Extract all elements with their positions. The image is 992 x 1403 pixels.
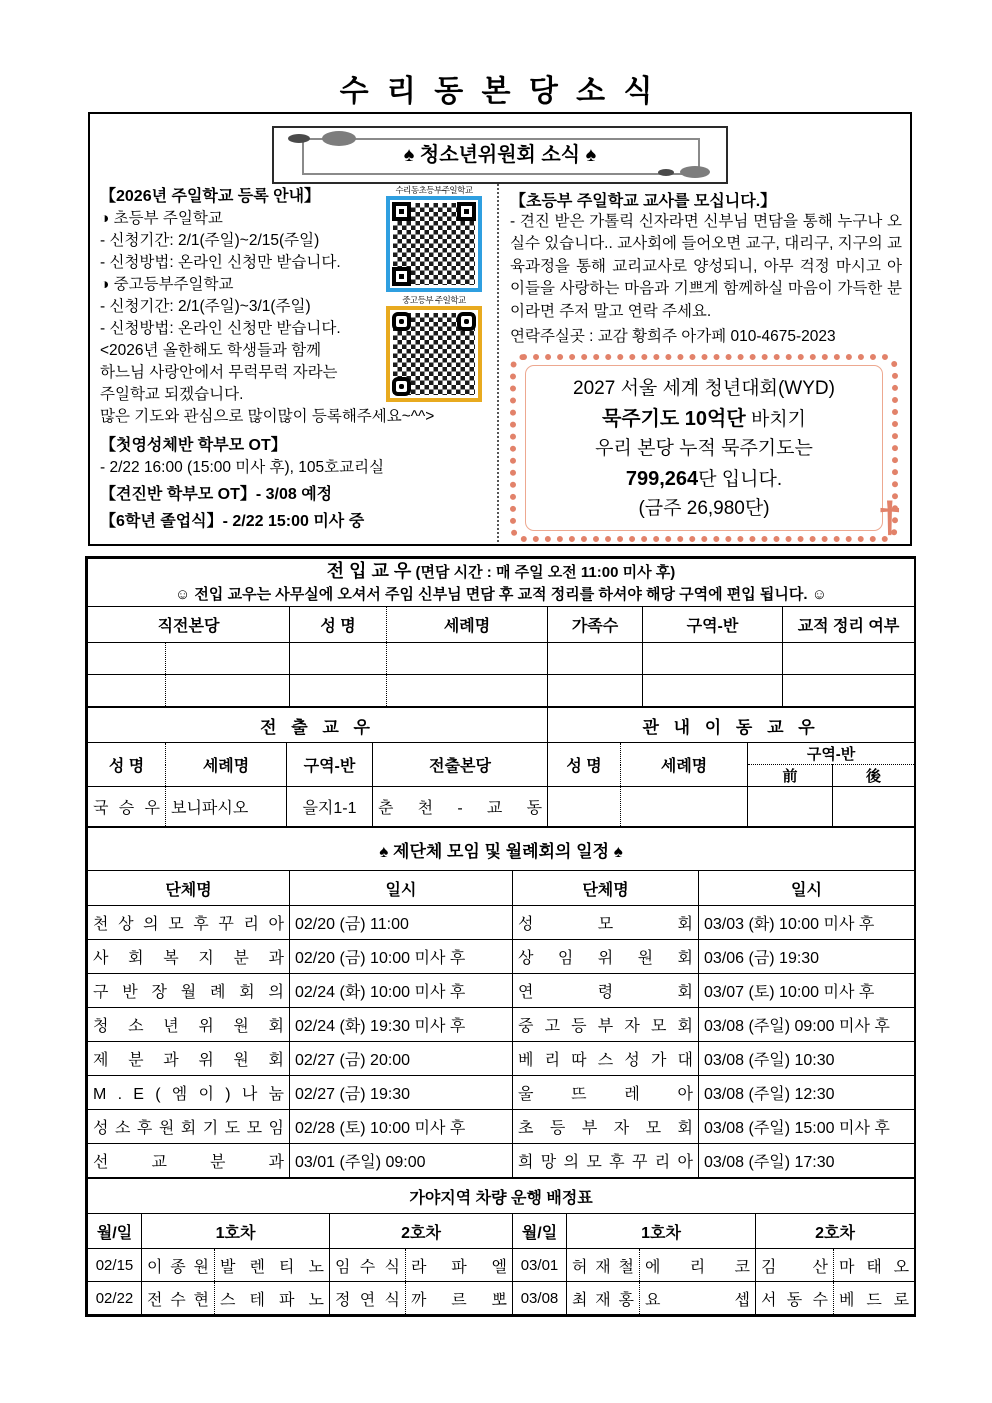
datetime-cell: 03/08 (주일) 10:30 [699, 1042, 915, 1076]
col-header: 구역-반 [643, 607, 783, 643]
zone-cell: 을지1-1 [287, 787, 373, 827]
transfer-out-header-row [88, 743, 915, 765]
schedule-row [88, 940, 915, 974]
transfer-out-table [87, 707, 915, 827]
wyd-rest: 단 입니다. [698, 469, 783, 490]
group-name-cell: 제 분 과 위 원 회 [88, 1042, 290, 1076]
transfer-in-table [87, 558, 915, 707]
group-name-cell: 중 고 등 부 자 모 회 [513, 1008, 699, 1042]
datetime-cell: 03/06 (금) 19:30 [699, 940, 915, 974]
empty-cell [643, 675, 783, 707]
notice-line: 【견진반 학부모 OT】- 3/08 예정 [100, 486, 333, 503]
schedule-row [88, 1076, 915, 1110]
qr-finder-core [464, 209, 469, 214]
notice-line: - 신청방법: 온라인 신청만 받습니다. [100, 320, 341, 337]
wyd-bold: 799,264 [625, 468, 699, 490]
qr-finder-icon [392, 377, 411, 396]
wyd-line [530, 464, 878, 494]
group-name-cell: 청 소 년 위 원 회 [88, 1008, 290, 1042]
youth-committee-section [88, 112, 912, 546]
notice-line: - 신청방법: 온라인 신청만 받습니다. [100, 254, 341, 271]
parish-cell: 춘 천 - 교 동 [373, 787, 548, 827]
transfer-out-title: 전 출 교 우 [88, 708, 548, 743]
driver-name-cell: 이 종 원 [142, 1249, 215, 1282]
crucifix-icon: † [877, 493, 902, 542]
qr-finder-icon [392, 312, 411, 331]
col-header: 2호차 [330, 1214, 513, 1249]
col-header: 단체명 [513, 871, 699, 906]
schedule-title: ♠ 제단체 모임 및 월례회의 일정 ♠ [88, 828, 915, 871]
empty-cell [548, 675, 643, 707]
driver-baptismal-cell: 까 르 뽀 [406, 1282, 513, 1315]
qr-elementary-code [386, 196, 482, 292]
empty-cell [387, 675, 548, 707]
empty-cell [166, 675, 290, 707]
col-header: 일시 [699, 871, 915, 906]
empty-cell [783, 643, 915, 675]
datetime-cell: 02/20 (금) 11:00 [290, 906, 513, 940]
notice-line: ◑ 초등부 주일학교 [100, 210, 223, 227]
schedule-row [88, 1110, 915, 1144]
wyd-line: 우리 본당 누적 묵주기도는 [595, 438, 813, 459]
notice-line: <2026년 올한해도 학생들과 함께 [100, 342, 322, 359]
datetime-cell: 02/28 (토) 10:00 미사 후 [290, 1110, 513, 1144]
col-header: 성 명 [290, 607, 387, 643]
driver-name-cell: 서 동 수 [756, 1282, 834, 1315]
col-header: 세례명 [166, 743, 287, 787]
driver-name-cell: 최 재 홍 [567, 1282, 640, 1315]
col-header: 구역-반 [748, 743, 915, 765]
group-name-cell: 천 상 의 모 후 꾸 리 아 [88, 906, 290, 940]
wyd-rest: 바치기 [745, 409, 807, 430]
empty-cell [621, 787, 748, 827]
col-header: 2호차 [756, 1214, 915, 1249]
col-header: 월/일 [88, 1214, 142, 1249]
intra-move-title: 관 내 이 동 교 우 [548, 708, 915, 743]
empty-cell [783, 675, 915, 707]
youth-banner-title: ♠ 청소년위원회 소식 ♠ [403, 144, 597, 166]
transfer-out-data-row [88, 787, 915, 827]
teacher-recruit-title: 【초등부 주일학교 교사를 모십니다.】 [510, 193, 777, 210]
notice-line: - 2/22 16:00 (15:00 미사 후), 105호교리실 [100, 459, 385, 476]
qr-finder-icon [392, 267, 411, 286]
empty-cell [166, 643, 290, 675]
group-name-cell: 선 교 분 과 [88, 1144, 290, 1178]
baptismal-cell: 보니파시오 [166, 787, 287, 827]
datetime-cell: 03/01 (주일) 09:00 [290, 1144, 513, 1178]
col-header: 교적 정리 여부 [783, 607, 915, 643]
datetime-cell: 02/27 (금) 19:30 [290, 1076, 513, 1110]
driver-baptismal-cell: 에 리 코 [640, 1249, 756, 1282]
notice-line: - 신청기간: 2/1(주일)~3/1(주일) [100, 298, 311, 315]
vehicle-title: 가야지역 차량 운행 배정표 [88, 1179, 915, 1214]
notice-line: 많은 기도와 관심으로 많이많이 등록해주세요~^^> [100, 408, 435, 425]
driver-baptismal-cell: 베 드 로 [834, 1282, 915, 1315]
col-header: 전출본당 [373, 743, 548, 787]
col-header: 1호차 [142, 1214, 330, 1249]
schedule-table [87, 827, 915, 1178]
empty-cell [88, 675, 166, 707]
datetime-cell: 03/08 (주일) 15:00 미사 후 [699, 1110, 915, 1144]
empty-cell [548, 643, 643, 675]
teacher-recruit-body: - 견진 받은 가톨릭 신자라면 신부님 면담을 통해 누구나 오실수 있습니다.. 교사회에 들어오면 교구, 대리구, 지구의 교육과정을 통해 교리교사로 양성되니, 아무 걱정 마시고 아이들을 사랑하는 마음과 기쁘게 함께하실 마음이 가득한 분이라면 주저 말고 연락 주세요. [510, 213, 902, 320]
transfer-in-empty-row [88, 675, 915, 707]
qr-finder-core [399, 319, 404, 324]
qr-finder-core [399, 384, 404, 389]
driver-baptismal-cell: 라 파 엘 [406, 1249, 513, 1282]
qr-middleschool-code [386, 306, 482, 402]
col-header: 구역-반 [287, 743, 373, 787]
date-cell: 02/15 [88, 1249, 142, 1282]
empty-cell [643, 643, 783, 675]
transfer-in-header-row [88, 607, 915, 643]
notice-line: 주일학교 되겠습니다. [100, 386, 244, 403]
notice-line: 【첫영성체반 학부모 OT】 [100, 437, 287, 454]
youth-banner-box [272, 126, 728, 184]
col-header: 성 명 [88, 743, 166, 787]
qr-finder-icon [457, 312, 476, 331]
col-header: 세례명 [387, 607, 548, 643]
rosary-text [530, 374, 878, 524]
empty-cell [833, 787, 915, 827]
qr-finder-core [399, 209, 404, 214]
schedule-row [88, 906, 915, 940]
datetime-cell: 02/24 (화) 10:00 미사 후 [290, 974, 513, 1008]
qr-finder-icon [392, 202, 411, 221]
transfer-in-title [88, 559, 914, 584]
schedule-row [88, 1008, 915, 1042]
group-name-cell: M . E ( 엠 이 ) 나 눔 [88, 1076, 290, 1110]
vehicle-title-row [88, 1179, 915, 1214]
datetime-cell: 03/08 (주일) 09:00 미사 후 [699, 1008, 915, 1042]
vehicle-table [87, 1178, 915, 1315]
qr-elementary-block [385, 184, 483, 292]
vehicle-row [88, 1249, 915, 1282]
wyd-line: (금주 26,980단) [638, 498, 770, 519]
datetime-cell: 03/08 (주일) 17:30 [699, 1144, 915, 1178]
qr-finder-icon [457, 202, 476, 221]
bulletin-tables [85, 556, 916, 1317]
wyd-line [530, 404, 878, 434]
driver-name-cell: 전 수 현 [142, 1282, 215, 1315]
wyd-bold: 묵주기도 10억단 [601, 408, 746, 430]
col-header: 일시 [290, 871, 513, 906]
qr-elementary-label: 수리동초등부주일학교 [395, 185, 473, 195]
group-name-cell: 성 소 후 원 회 기 도 모 임 [88, 1110, 290, 1144]
empty-cell [748, 787, 833, 827]
transfer-out-title-row [88, 708, 915, 743]
driver-name-cell: 김 산 [756, 1249, 834, 1282]
transfer-in-title-main: 전 입 교 우 [326, 561, 412, 581]
rosary-wyd-box [510, 354, 902, 542]
teacher-recruit-notice [510, 188, 902, 346]
datetime-cell: 02/20 (금) 10:00 미사 후 [290, 940, 513, 974]
name-cell: 국 승 우 [88, 787, 166, 827]
col-subheader: 前 [748, 765, 833, 787]
qr-middleschool-label: 중고등부 주일학교 [402, 295, 466, 305]
driver-baptismal-cell: 요 셉 [640, 1282, 756, 1315]
datetime-cell: 02/27 (금) 20:00 [290, 1042, 513, 1076]
transfer-in-subtitle: ☺ 전입 교우는 사무실에 오셔서 주임 신부님 면담 후 교적 정리를 하셔야 해당 구역에 편입 됩니다. ☺ [174, 586, 828, 603]
group-name-cell: 초 등 부 자 모 회 [513, 1110, 699, 1144]
schedule-row [88, 1144, 915, 1178]
date-cell: 03/08 [513, 1282, 567, 1315]
datetime-cell: 03/03 (화) 10:00 미사 후 [699, 906, 915, 940]
qr-finder-core [399, 274, 404, 279]
group-name-cell: 상 임 위 원 회 [513, 940, 699, 974]
schedule-header-row [88, 871, 915, 906]
driver-baptismal-cell: 마 태 오 [834, 1249, 915, 1282]
transfer-in-title-row [88, 559, 915, 607]
group-name-cell: 성 모 회 [513, 906, 699, 940]
notice-line: - 신청기간: 2/1(주일)~2/15(주일) [100, 232, 320, 249]
notice-line: 【2026년 주일학교 등록 안내】 [100, 188, 321, 205]
datetime-cell: 03/07 (토) 10:00 미사 후 [699, 974, 915, 1008]
vehicle-row [88, 1282, 915, 1315]
schedule-title-row [88, 828, 915, 871]
group-name-cell: 연 령 회 [513, 974, 699, 1008]
page-title: 수 리 동 본 당 소 식 [339, 75, 653, 108]
empty-cell [290, 675, 387, 707]
group-name-cell: 구 반 장 월 례 회 의 [88, 974, 290, 1008]
vehicle-header-row [88, 1214, 915, 1249]
date-cell: 03/01 [513, 1249, 567, 1282]
transfer-in-title-sub: (면담 시간 : 매 주일 오전 11:00 미사 후) [411, 564, 676, 581]
col-header: 세례명 [621, 743, 748, 787]
col-header: 성 명 [548, 743, 621, 787]
group-name-cell: 사 회 복 지 분 과 [88, 940, 290, 974]
driver-baptismal-cell: 발 렌 티 노 [215, 1249, 330, 1282]
col-header: 1호차 [567, 1214, 756, 1249]
empty-cell [387, 643, 548, 675]
qr-middleschool-block [385, 294, 483, 402]
datetime-cell: 02/24 (화) 19:30 미사 후 [290, 1008, 513, 1042]
group-name-cell: 울 뜨 레 아 [513, 1076, 699, 1110]
col-header: 가족수 [548, 607, 643, 643]
group-name-cell: 희 망 의 모 후 꾸 리 아 [513, 1144, 699, 1178]
notice-line: ◑ 중고등부주일학교 [100, 276, 234, 293]
notice-line: 하느님 사랑안에서 무럭무럭 자라는 [100, 364, 338, 381]
datetime-cell: 03/08 (주일) 12:30 [699, 1076, 915, 1110]
empty-cell [548, 787, 621, 827]
teacher-recruit-contact: 연락주실곳 : 교감 황희주 아가페 010-4675-2023 [510, 328, 836, 346]
schedule-row [88, 974, 915, 1008]
qr-finder-core [464, 319, 469, 324]
col-header: 월/일 [513, 1214, 567, 1249]
driver-name-cell: 허 재 철 [567, 1249, 640, 1282]
col-header: 단체명 [88, 871, 290, 906]
driver-name-cell: 정 연 식 [330, 1282, 406, 1315]
driver-name-cell: 임 수 식 [330, 1249, 406, 1282]
group-name-cell: 베 리 따 스 성 가 대 [513, 1042, 699, 1076]
driver-baptismal-cell: 스 테 파 노 [215, 1282, 330, 1315]
col-header: 직전본당 [88, 607, 290, 643]
schedule-row [88, 1042, 915, 1076]
empty-cell [290, 643, 387, 675]
col-subheader: 後 [833, 765, 915, 787]
notice-line: 【6학년 졸업식】- 2/22 15:00 미사 중 [100, 513, 365, 530]
date-cell: 02/22 [88, 1282, 142, 1315]
transfer-in-title-cell [88, 559, 915, 607]
transfer-in-empty-row [88, 643, 915, 675]
wyd-line: 2027 서울 세계 청년대회(WYD) [573, 378, 835, 399]
empty-cell [88, 643, 166, 675]
